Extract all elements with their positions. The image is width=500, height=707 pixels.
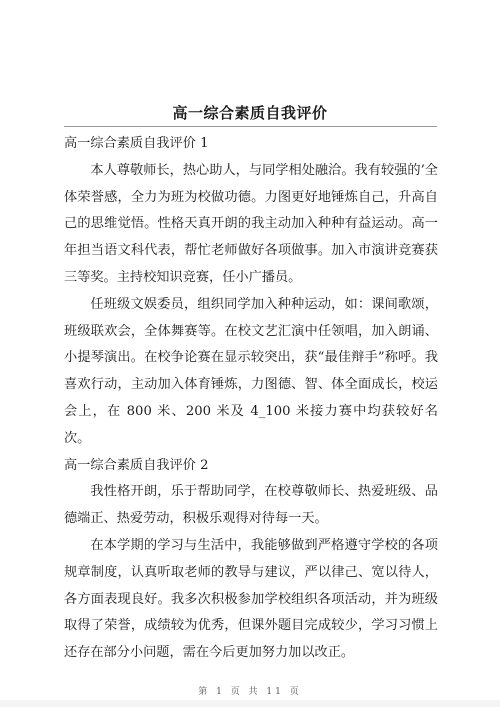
section-heading-1: 高一综合素质自我评价 1 — [64, 136, 209, 151]
paragraph: 任班级文娱委员，组织同学加入种种运动，如：课间歌颂，班级联欢会，全体舞赛等。在校文艺汇演中任领唱，加入朗诵、小提琴演出。在校争论赛在显示较突出，获“最佳辩手”称呼。我喜欢行动，主动加入体育锤炼，力图德、智、体全面成长，校运会上，在 800 米、200 米及 4_100 米接力赛中均获较好名次。 — [64, 296, 438, 446]
paragraph: 本人尊敬师长，热心助人，与同学相处融洽。我有较强的’全体荣誉感，全力为班为校做功德。力图更好地锤炼自己，升高自己的思维觉悟。性格天真开朗的我主动加入种种有益运动。高一年担当语文科代表，帮忙老师做好各项做事。加入市演讲竞赛获三等奖。主持校知识竞赛，任小广播员。 — [64, 162, 438, 285]
document-body — [64, 131, 438, 667]
bottom-strip — [0, 700, 500, 707]
document-title: 高一综合素质自我评价 — [172, 104, 328, 122]
header-divider — [64, 126, 437, 127]
paragraph: 我性格开朗，乐于帮助同学，在校尊敬师长、热爱班级、品德端正、热爱劳动，积极乐观得对待每一天。 — [64, 484, 438, 527]
section-heading-2: 高一综合素质自我评价 2 — [64, 457, 209, 473]
paragraph: 在本学期的学习与生活中，我能够做到严格遵守学校的各项规章制度，认真听取老师的教导与建议，严以律己、宽以待人，各方面表现良好。我多次积极参加学校组织各项活动，并为班级取得了荣誉，成绩较为优秀，但课外题目完成较少，学习习惯上还存在部分小问题，需在今后更加努力加以改正。 — [64, 537, 438, 661]
page-number-footer: 第 1 页 共 11 页 — [198, 687, 302, 697]
